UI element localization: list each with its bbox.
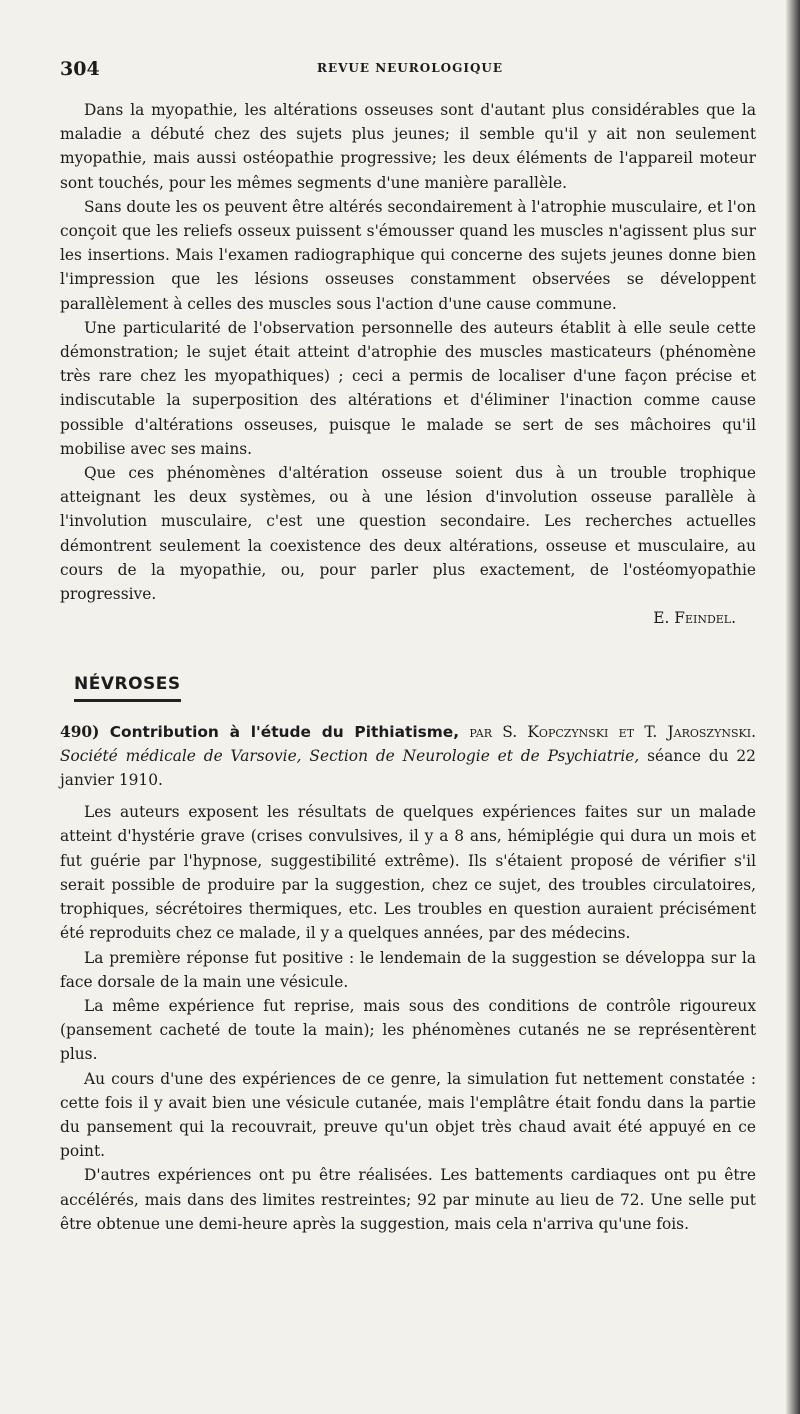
abstract-paragraph: La première réponse fut positive : le lendemain de la suggestion se développa sur la face dorsale de la main une vésicule. [60, 948, 756, 991]
section-title: NÉVROSES [74, 674, 181, 695]
entry-number: 490) [60, 722, 100, 741]
entry-date: séance du 22 janvier 1910. [60, 746, 756, 790]
entry-title: Contribution à l'étude du Pithiatisme, [109, 722, 460, 741]
abstract-paragraph: Au cours d'une des expériences de ce genre, la simulation fut nettement constatée : cette fois il y avait bien une vésicule cutanée, mais l'emplâtre était fondu dans la partie du pansement qui la recouvrait, preuve qu'un objet très chaud avait été appuyé en ce point. [60, 1069, 756, 1161]
page-header [60, 58, 760, 84]
closing-paragraph: Que ces phénomènes d'altération osseuse soient dus à un trouble trophique atteignant les deux systèmes, ou à une lésion d'involution osseuse parallèle à l'involution musculaire, c'est une question secondaire. Les recherches actuelles démontrent seulement la coexistence des deux altérations, osseuse et musculaire, au cours de la myopathie, ou, pour parler plus exactement, de l'ostéomyopathie progressive. [60, 464, 756, 604]
running-head: REVUE NEUROLOGIQUE [316, 61, 504, 75]
entry-source: Société médicale de Varsovie, Section de Neurologie et de Psychiatrie, [60, 746, 640, 765]
signature-line [60, 606, 756, 630]
entry-heading [60, 720, 756, 793]
body-paragraph: Sans doute les os peuvent être altérés secondairement à l'atrophie musculaire, et l'on conçoit que les reliefs osseux puissent s'émousser quand les muscles n'agissent plus sur les insertions. Mais l'examen radiographique qui concerne des sujets jeunes donne bien l'impression que les lésions osseuses constamment observées se développent parallèlement à celles des muscles sous l'action d'une cause commune. [60, 197, 757, 313]
page-body [60, 98, 756, 1236]
section-heading [74, 672, 181, 701]
abstract-paragraph: D'autres expériences ont pu être réalisées. Les battements cardiaques ont pu être accélérés, mais dans des limites restreintes; 92 par minute au lieu de 72. Une selle put être obtenue une demi-heure après la suggestion, mais cela n'arriva qu'une fois. [60, 1166, 756, 1233]
body-paragraph: Une particularité de l'observation personnelle des auteurs établit à elle seule cette démonstration; le sujet était atteint d'atrophie des muscles masticateurs (phénomène très rare chez les myopathiques) ; ceci a permis de localiser d'une façon précise et indiscutable la superposition des altérations et d'éliminer l'inaction comme cause possible d'altérations osseuses, puisque le malade se sert de ses mâchoires qu'il mobilise avec ses mains. [60, 318, 756, 458]
scan-edge-shadow [786, 0, 800, 1414]
abstract-paragraph: La même expérience fut reprise, mais sous des conditions de contrôle rigoureux (pansement cacheté de toute la main); les phénomènes cutanés ne se représentèrent plus. [60, 996, 756, 1064]
abstract-paragraph: Les auteurs exposent les résultats de quelques expériences faites sur un malade atteint d'hystérie grave (crises convulsives, il y a 8 ans, hémiplégie qui dura un mois et fut guérie par l'hypnose, suggestibilité extrême). Ils s'étaient proposé de vérifier s'il serait possible de produire par la suggestion, chez ce sujet, des troubles circulatoires, trophiques, sécrétoires thermiques, etc. Les troubles en question auraient précisément été reproduits chez ce malade, il y a quelques années, par des médecins. [60, 803, 756, 943]
signature: E. Feindel. [653, 609, 736, 628]
body-paragraph: Dans la myopathie, les altérations osseuses sont d'autant plus considérables que la maladie a débuté chez des sujets plus jeunes; il semble qu'il y ait non seulement myopathie, mais aussi ostéopathie progressive; les deux éléments de l'appareil moteur sont touchés, pour les mêmes segments d'une manière parallèle. [60, 101, 756, 192]
section-underline [74, 699, 181, 702]
entry-authors: par S. Kopczynski et T. Jaroszynski. [469, 722, 756, 741]
page-number: 304 [60, 58, 100, 80]
